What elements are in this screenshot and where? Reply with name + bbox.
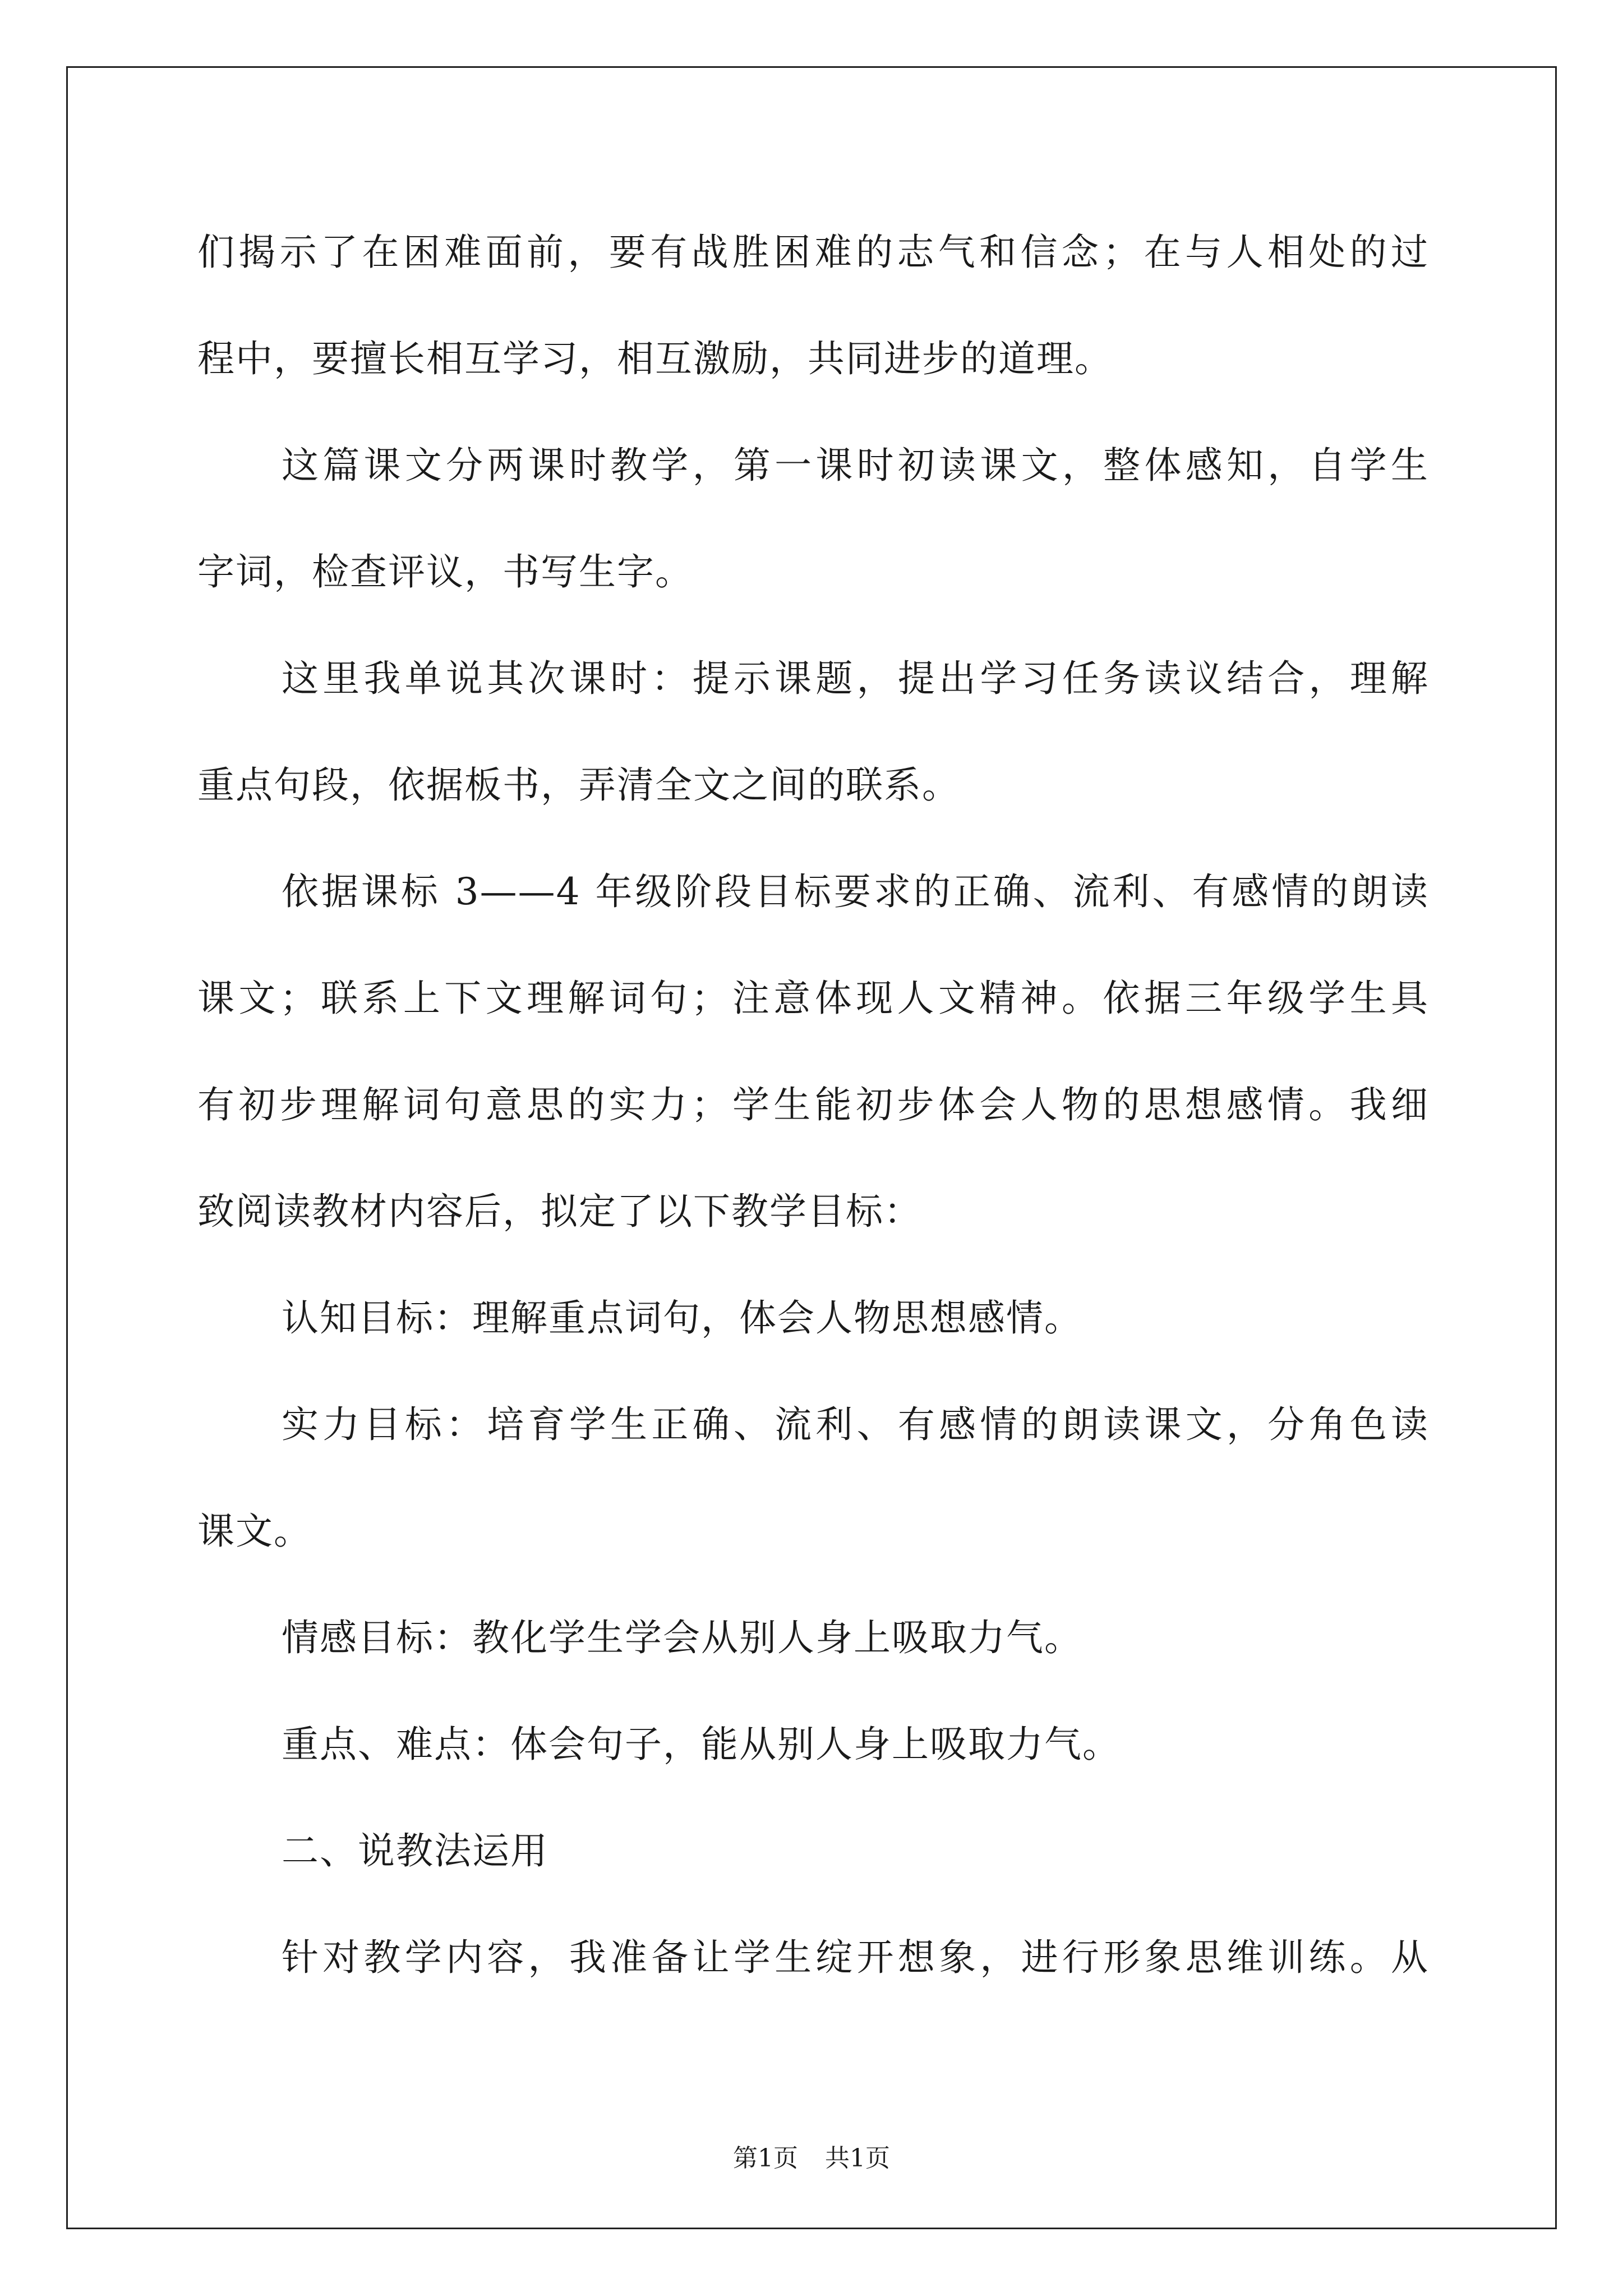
text-line: 重点句段，依据板书，弄清全文之间的联系。 [197,763,960,807]
paragraph-start-line: 情感目标：教化学生学会从别人身上吸取力气。 [282,1616,1082,1659]
page-footer [0,2142,1623,2175]
paragraph-start-line: 实力目标：培育学生正确、流利、有感情的朗读课文，分角色读 [282,1403,1429,1446]
paragraph-start-line: 认知目标：理解重点词句，体会人物思想感情。 [282,1296,1082,1340]
paragraph-start-line: 重点、难点：体会句子，能从别人身上吸取力气。 [282,1723,1121,1766]
document-body [197,219,1429,2031]
section-heading: 二、说教法运用 [282,1829,548,1872]
text-line: 课文。 [197,1510,312,1553]
text-line: 有初步理解词句意思的实力；学生能初步体会人物的思想感情。我细 [197,1083,1429,1126]
text-line: 致阅读教材内容后，拟定了以下教学目标： [197,1190,922,1233]
paragraph-start-line: 这篇课文分两课时教学，第一课时初读课文，整体感知，自学生 [282,444,1429,487]
text-line: 程中，要擅长相互学习，相互激励，共同进步的道理。 [197,337,1113,380]
page-number-total: 共1页 [825,2144,890,2173]
paragraph-start-line: 这里我单说其次课时：提示课题，提出学习任务读议结合，理解 [282,657,1429,700]
page-number-current: 第1页 [733,2144,798,2173]
paragraph-start-line: 针对教学内容，我准备让学生绽开想象，进行形象思维训练。从 [282,1936,1429,1979]
text-line: 们揭示了在困难面前，要有战胜困难的志气和信念；在与人相处的过 [197,231,1429,274]
text-line: 课文；联系上下文理解词句；注意体现人文精神。依据三年级学生具 [197,977,1429,1020]
text-line: 字词，检查评议，书写生字。 [197,550,693,593]
paragraph-start-line: 依据课标 3——4 年级阶段目标要求的正确、流利、有感情的朗读 [282,870,1429,913]
